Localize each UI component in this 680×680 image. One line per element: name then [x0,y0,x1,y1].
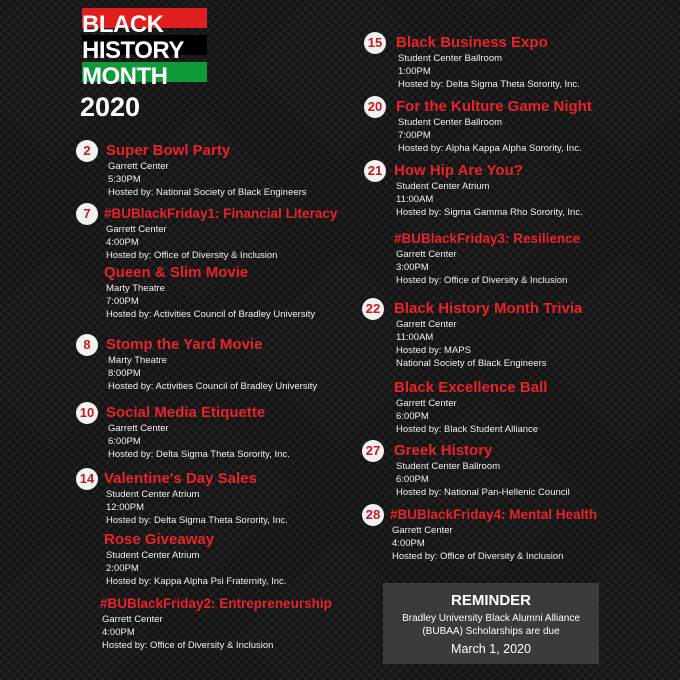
event-time: 12:00PM [106,502,145,513]
event-location: Student Center Atrium [106,550,200,561]
event-host: Hosted by: Kappa Alpha Psi Fraternity, Inc. [106,576,287,587]
event-title: Rose Giveaway [104,531,215,548]
event-host: Hosted by: Sigma Gamma Rho Sorority, Inc. [396,207,583,218]
event-time: 8:00PM [108,368,141,379]
event-location: Garrett Center [396,249,457,260]
event-host: Hosted by: Delta Sigma Theta Sorority, Inc. [398,79,580,90]
event-title: Queen & Slim Movie [104,264,249,281]
event-host: Hosted by: Office of Diversity & Inclusion [106,250,278,261]
event-host: Hosted by: Activities Council of Bradley University [108,381,318,392]
date-circle: 8 [76,334,98,356]
event-title: Social Media Etiquette [106,404,266,421]
event-location: Garrett Center [108,423,169,434]
event-location: Student Center Atrium [396,181,490,192]
date-circle: 21 [364,160,386,182]
event-location: Garrett Center [396,319,457,330]
reminder-title: REMINDER [450,592,531,609]
event-title: Black Excellence Ball [394,379,548,396]
event-bublackfriday3 [396,230,580,287]
event-time: 2:00PM [106,563,139,574]
event-location: Marty Theatre [106,283,165,294]
date-circle: 14 [76,468,98,490]
event-location: Garrett Center [392,525,453,536]
event-host: Hosted by: Office of Diversity & Inclusion [396,275,568,286]
reminder-date: March 1, 2020 [451,642,531,656]
event-host: Hosted by: Office of Diversity & Inclusion [392,551,564,562]
event-black-business-expo [398,34,580,91]
event-time: 6:00PM [396,474,429,485]
event-title: How Hip Are You? [394,162,523,179]
event-location: Garrett Center [102,614,163,625]
event-title: #BUBlackFriday2: Entrepreneurship [100,596,332,611]
event-for-the-kulture-game-night [398,98,592,155]
event-title: For the Kulture Game Night [396,98,592,115]
event-title: #BUBlackFriday1: Financial Literacy [104,206,338,221]
event-time: 4:00PM [392,538,425,549]
event-bublackfriday1 [106,205,337,262]
event-location: Garrett Center [106,224,167,235]
event-time: 3:00PM [396,262,429,273]
date-circle: 20 [364,96,386,118]
event-location: Student Center Atrium [106,489,200,500]
reminder-box [383,583,599,664]
event-location: Student Center Ballroom [398,53,503,64]
event-time: 7:00PM [398,130,431,141]
event-title: #BUBlackFriday3: Resilience [394,231,581,246]
event-location: Garrett Center [108,161,169,172]
event-host: Hosted by: Activities Council of Bradley University [106,309,316,320]
event-location: Marty Theatre [108,355,167,366]
title-year: 2020 [80,92,141,122]
date-circle: 2 [76,140,98,162]
event-title: Stomp the Yard Movie [106,336,263,353]
event-time: 5:30PM [108,174,141,185]
event-time: 11:00AM [396,194,434,205]
event-super-bowl-party [108,142,307,199]
event-title: #BUBlackFriday4: Mental Health [390,507,598,522]
event-black-history-month-trivia [396,300,582,370]
event-host: Hosted by: Delta Sigma Theta Sorority, Inc. [106,515,288,526]
event-time: 4:00PM [106,237,139,248]
title-line-history: HISTORY [82,37,184,64]
event-time: 4:00PM [102,627,135,638]
event-time: 1:00PM [398,66,431,77]
date-circle: 7 [76,203,98,225]
event-title: Black History Month Trivia [394,300,583,317]
event-host: Hosted by: Black Student Alliance [396,424,539,435]
event-social-media-etiquette [108,404,290,461]
event-location: Student Center Ballroom [398,117,503,128]
event-stomp-the-yard-movie [108,336,317,393]
event-title: Super Bowl Party [106,142,231,159]
event-title: Valentine's Day Sales [104,470,257,487]
event-host: Hosted by: Delta Sigma Theta Sorority, Inc. [108,449,290,460]
event-bublackfriday4 [392,506,597,563]
event-location: Garrett Center [396,398,457,409]
event-how-hip-are-you [396,162,583,219]
event-queen-slim-movie [106,264,315,321]
event-greek-history [396,442,570,499]
event-title: Black Business Expo [396,34,548,51]
event-time: 6:00PM [108,436,141,447]
event-host: Hosted by: MAPS [396,345,471,356]
event-host: Hosted by: National Pan-Hellenic Council [396,487,570,498]
date-circle: 15 [364,32,386,54]
date-circle: 22 [362,298,384,320]
event-host: National Society of Black Engineers [396,358,547,369]
event-rose-giveaway [106,531,286,588]
date-circle: 28 [362,504,384,526]
event-host: Hosted by: Alpha Kappa Alpha Sorority, Inc. [398,143,582,154]
event-host: Hosted by: National Society of Black Engineers [108,187,307,198]
date-circle: 10 [76,402,98,424]
event-time: 6:00PM [396,411,429,422]
title-line-black: BLACK [82,11,164,38]
date-circle: 27 [362,440,384,462]
title-line-month: MONTH [82,63,168,90]
event-bublackfriday2 [102,595,332,652]
event-time: 7:00PM [106,296,139,307]
event-valentines-day-sales [106,470,288,527]
event-host: Hosted by: Office of Diversity & Inclusion [102,640,274,651]
event-black-excellence-ball [396,379,547,436]
reminder-text: Bradley University Black Alumni Alliance (BUBAA) Scholarships are due [402,613,580,637]
event-location: Student Center Ballroom [396,461,501,472]
event-time: 11:00AM [396,332,434,343]
event-title: Greek History [394,442,493,459]
